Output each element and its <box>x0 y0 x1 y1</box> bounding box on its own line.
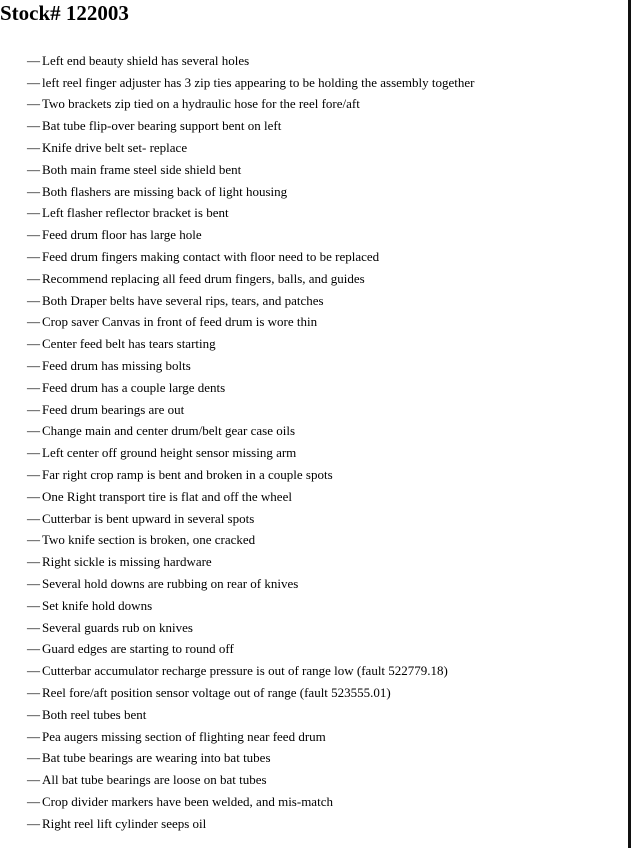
dash-bullet-icon: — <box>27 423 40 439</box>
list-item <box>27 421 474 443</box>
list-item <box>27 333 474 355</box>
list-item <box>27 530 474 552</box>
list-item-text: Both Draper belts have several rips, tears, and patches <box>42 292 324 308</box>
dash-bullet-icon: — <box>27 336 40 352</box>
list-item <box>27 595 474 617</box>
page-title: Stock# 122003 <box>0 1 129 25</box>
list-item-text: Cutterbar accumulator recharge pressure is out of range low (fault 522779.18) <box>42 663 448 679</box>
dash-bullet-icon: — <box>27 270 40 286</box>
list-item <box>27 617 474 639</box>
list-item-text: left reel finger adjuster has 3 zip ties appearing to be holding the assembly together <box>42 74 475 90</box>
dash-bullet-icon: — <box>27 358 40 374</box>
list-item-text: Several hold downs are rubbing on rear of knives <box>42 576 299 592</box>
list-item-text: Two brackets zip tied on a hydraulic hose for the reel fore/aft <box>42 96 360 112</box>
dash-bullet-icon: — <box>27 118 40 134</box>
dash-bullet-icon: — <box>27 140 40 156</box>
list-item-text: Set knife hold downs <box>42 597 153 613</box>
dash-bullet-icon: — <box>27 641 40 657</box>
dash-bullet-icon: — <box>27 554 40 570</box>
list-item-text: Cutterbar is bent upward in several spots <box>42 510 255 526</box>
list-item <box>27 72 474 94</box>
list-item-text: Reel fore/aft position sensor voltage out of range (fault 523555.01) <box>42 685 391 700</box>
dash-bullet-icon: — <box>27 74 40 90</box>
list-item-text: Right reel lift cylinder seeps oil <box>42 815 207 831</box>
list-item-text: Right sickle is missing hardware <box>42 554 212 570</box>
list-item <box>27 355 474 377</box>
list-item <box>27 748 474 770</box>
list-item <box>27 268 474 290</box>
list-item <box>27 573 474 595</box>
list-item <box>27 399 474 421</box>
dash-bullet-icon: — <box>27 815 40 831</box>
dash-bullet-icon: — <box>27 488 40 504</box>
list-item <box>27 312 474 334</box>
list-item-text: Feed drum bearings are out <box>42 401 185 417</box>
issue-list <box>27 50 474 835</box>
list-item-text: Both reel tubes bent <box>42 706 147 722</box>
dash-bullet-icon: — <box>27 750 40 766</box>
list-item-text: Bat tube flip-over bearing support bent on left <box>42 118 282 134</box>
dash-bullet-icon: — <box>27 793 40 809</box>
list-item <box>27 137 474 159</box>
list-item-text: Change main and center drum/belt gear case oils <box>42 423 296 439</box>
dash-bullet-icon: — <box>27 401 40 417</box>
list-item-text: Feed drum has missing bolts <box>42 358 191 374</box>
dash-bullet-icon: — <box>27 445 40 461</box>
list-item-text: All bat tube bearings are loose on bat tubes <box>42 772 267 788</box>
list-item <box>27 464 474 486</box>
list-item <box>27 682 474 704</box>
dash-bullet-icon: — <box>27 227 40 243</box>
list-item <box>27 50 474 72</box>
list-item-text: Left flasher reflector bracket is bent <box>42 205 229 221</box>
list-item <box>27 769 474 791</box>
list-item-text: Crop divider markers have been welded, and mis-match <box>42 793 333 809</box>
list-item <box>27 159 474 181</box>
dash-bullet-icon: — <box>27 467 40 483</box>
list-item <box>27 94 474 116</box>
dash-bullet-icon: — <box>27 249 40 265</box>
list-item <box>27 442 474 464</box>
list-item <box>27 791 474 813</box>
dash-bullet-icon: — <box>27 728 40 744</box>
list-item <box>27 377 474 399</box>
list-item <box>27 224 474 246</box>
dash-bullet-icon: — <box>27 314 40 330</box>
list-item <box>27 508 474 530</box>
list-item <box>27 115 474 137</box>
list-item <box>27 813 474 835</box>
dash-bullet-icon: — <box>27 663 40 679</box>
list-item <box>27 726 474 748</box>
list-item <box>27 486 474 508</box>
list-item-text: Left center off ground height sensor missing arm <box>42 445 297 461</box>
dash-bullet-icon: — <box>27 532 40 548</box>
list-item-text: Left end beauty shield has several holes <box>42 52 250 68</box>
dash-bullet-icon: — <box>27 205 40 221</box>
dash-bullet-icon: — <box>27 183 40 199</box>
list-item-text: Center feed belt has tears starting <box>42 336 216 352</box>
list-item-text: Bat tube bearings are wearing into bat tubes <box>42 750 271 766</box>
dash-bullet-icon: — <box>27 52 40 68</box>
list-item <box>27 203 474 225</box>
list-item-text: Both main frame steel side shield bent <box>42 161 242 177</box>
dash-bullet-icon: — <box>27 706 40 722</box>
list-item-text: Recommend replacing all feed drum fingers, balls, and guides <box>42 270 365 286</box>
list-item-text: Feed drum fingers making contact with floor need to be replaced <box>42 249 380 265</box>
list-item <box>27 704 474 726</box>
list-item-text: Knife drive belt set- replace <box>42 140 188 156</box>
list-item-text: Several guards rub on knives <box>42 619 193 635</box>
dash-bullet-icon: — <box>27 379 40 395</box>
list-item-text: Both flashers are missing back of light housing <box>42 183 288 199</box>
dash-bullet-icon: — <box>27 619 40 635</box>
list-item-text: Guard edges are starting to round off <box>42 641 234 657</box>
list-item <box>27 660 474 682</box>
list-item <box>27 290 474 312</box>
list-item-text: Feed drum has a couple large dents <box>42 379 226 395</box>
list-item <box>27 551 474 573</box>
dash-bullet-icon: — <box>27 685 40 700</box>
dash-bullet-icon: — <box>27 161 40 177</box>
list-item-text: Crop saver Canvas in front of feed drum is wore thin <box>42 314 318 330</box>
list-item-text: One Right transport tire is flat and off the wheel <box>42 488 292 504</box>
dash-bullet-icon: — <box>27 772 40 788</box>
dash-bullet-icon: — <box>27 292 40 308</box>
list-item-text: Two knife section is broken, one cracked <box>42 532 256 548</box>
list-item <box>27 639 474 661</box>
list-item-text: Far right crop ramp is bent and broken in a couple spots <box>42 467 333 483</box>
list-item <box>27 181 474 203</box>
dash-bullet-icon: — <box>27 597 40 613</box>
list-item-text: Pea augers missing section of flighting near feed drum <box>42 728 326 744</box>
dash-bullet-icon: — <box>27 510 40 526</box>
list-item <box>27 246 474 268</box>
dash-bullet-icon: — <box>27 576 40 592</box>
list-item-text: Feed drum floor has large hole <box>42 227 202 243</box>
dash-bullet-icon: — <box>27 96 40 112</box>
